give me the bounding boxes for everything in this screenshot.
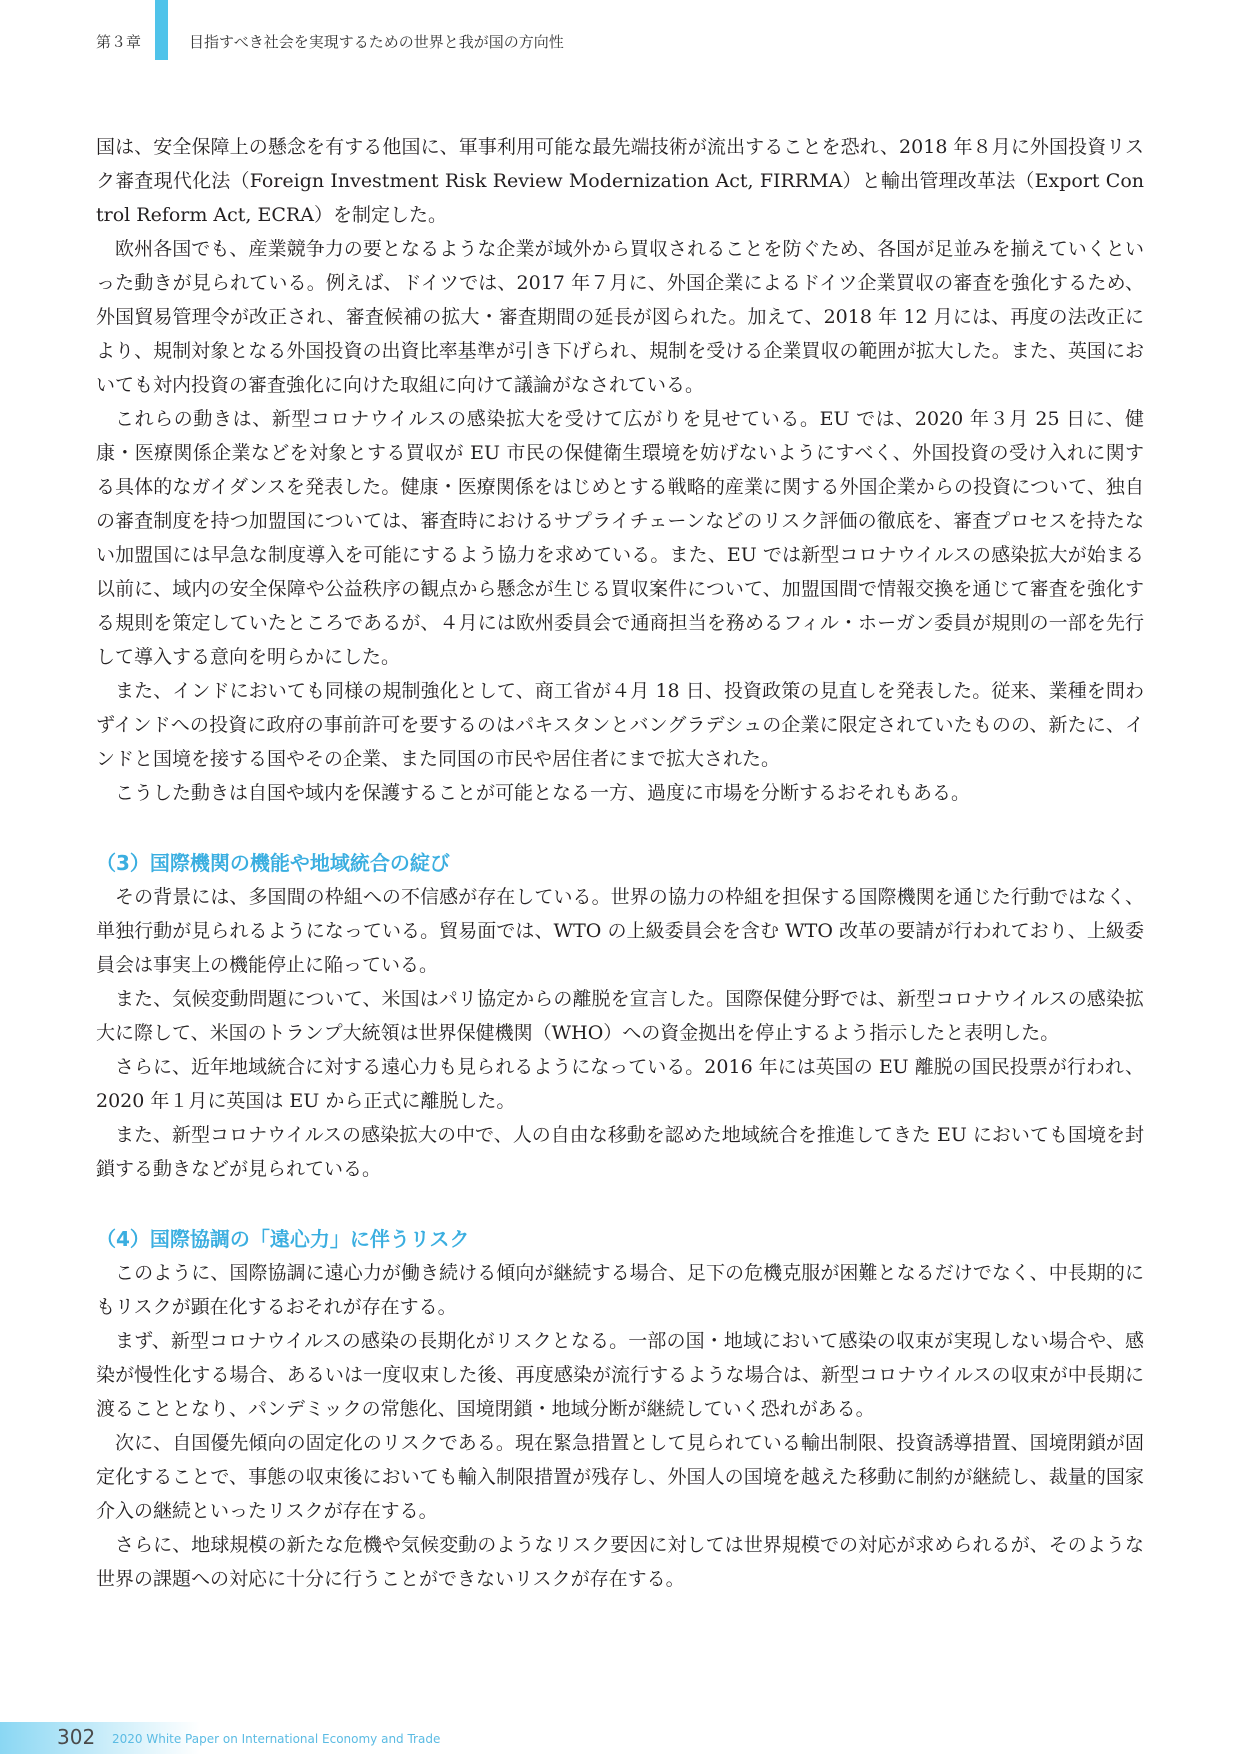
chapter-title: 目指すべき社会を実現するための世界と我が国の方向性 — [189, 33, 564, 51]
chapter-accent-bar — [155, 0, 168, 60]
paragraph: その背景には、多国間の枠組への不信感が存在している。世界の協力の枠組を担保する国際機関を通じた行動ではなく、単独行動が見られるようになっている。貿易面では、WTO の上級委員会を含む WTO 改革の要請が行われており、上級委員会は事実上の機能停止に陥っている。 — [96, 886, 1144, 976]
paragraph: こうした動きは自国や域内を保護することが可能となる一方、過度に市場を分断するおそれもある。 — [115, 782, 971, 804]
paragraph: また、新型コロナウイルスの感染拡大の中で、人の自由な移動を認めた地域統合を推進してきた EU においても国境を封鎖する動きなどが見られている。 — [96, 1124, 1144, 1180]
paragraph: これらの動きは、新型コロナウイルスの感染拡大を受けて広がりを見せている。EU では、2020 年３月 25 日に、健康・医療関係企業などを対象とする買収が EU 市民の保健衛生環境を妨げないようにすべく、外国投資の受け入れに関する具体的なガイダンスを発表した。健康・医療関係をはじめとする戦略的産業に関する外国企業からの投資について、独自の審査制度を持つ加盟国については、審査時におけるサプライチェーンなどのリスク評価の徹底を、審査プロセスを持たない加盟国には早急な制度導入を可能にするよう協力を求めている。また、EU では新型コロナウイルスの感染拡大が始まる以前に、域内の安全保障や公益秩序の観点から懸念が生じる買収案件について、加盟国間で情報交換を通じて審査を強化する規則を策定していたところであるが、４月には欧州委員会で通商担当を務めるフィル・ホーガン委員が規則の一部を先行して導入する意向を明らかにした。 — [96, 408, 1144, 668]
page-number: 302 — [57, 1725, 96, 1749]
paragraph: 欧州各国でも、産業競争力の要となるような企業が域外から買収されることを防ぐため、各国が足並みを揃えていくといった動きが見られている。例えば、ドイツでは、2017 年７月に、外国企業によるドイツ企業買収の審査を強化するため、外国貿易管理令が改正され、審査候補の拡大・審査期間の延長が図られた。加えて、2018 年 12 月には、再度の法改正により、規制対象となる外国投資の出資比率基準が引き下げられ、規制を受ける企業買収の範囲が拡大した。また、英国においても対内投資の審査強化に向けた取組に向けて議論がなされている。 — [96, 238, 1144, 396]
page-content — [96, 130, 1144, 1596]
paragraph: さらに、近年地域統合に対する遠心力も見られるようになっている。2016 年には英国の EU 離脱の国民投票が行われ、2020 年１月に英国は EU から正式に離脱した。 — [96, 1056, 1144, 1112]
paragraph: 国は、安全保障上の懸念を有する他国に、軍事利用可能な最先端技術が流出することを恐れ、2018 年８月に外国投資リスク審査現代化法（Foreign Investment Risk Review Modernization Act, FIRRMA）と輸出管理改革法（Export Control Reform Act, ECRA）を制定した。 — [96, 136, 1144, 226]
paragraph: このように、国際協調に遠心力が働き続ける傾向が継続する場合、足下の危機克服が困難となるだけでなく、中長期的にもリスクが顕在化するおそれが存在する。 — [96, 1262, 1144, 1318]
paragraph: 次に、自国優先傾向の固定化のリスクである。現在緊急措置として見られている輸出制限、投資誘導措置、国境閉鎖が固定化することで、事態の収束後においても輸入制限措置が残存し、外国人の国境を越えた移動に制約が継続し、裁量的国家介入の継続といったリスクが存在する。 — [96, 1432, 1144, 1522]
paragraph: また、気候変動問題について、米国はパリ協定からの離脱を宣言した。国際保健分野では、新型コロナウイルスの感染拡大に際して、米国のトランプ大統領は世界保健機関（WHO）への資金拠出を停止するよう指示したと表明した。 — [96, 988, 1144, 1044]
paragraph: また、インドにおいても同様の規制強化として、商工省が４月 18 日、投資政策の見直しを発表した。従来、業種を問わずインドへの投資に政府の事前許可を要するのはパキスタンとバングラデシュの企業に限定されていたものの、新たに、インドと国境を接する国やその企業、また同国の市民や居住者にまで拡大された。 — [96, 680, 1144, 770]
publication-title: 2020 White Paper on International Economy and Trade — [112, 1732, 441, 1746]
paragraph: まず、新型コロナウイルスの感染の長期化がリスクとなる。一部の国・地域において感染の収束が実現しない場合や、感染が慢性化する場合、あるいは一度収束した後、再度感染が流行するような場合は、新型コロナウイルスの収束が中長期に渡ることとなり、パンデミックの常態化、国境閉鎖・地域分断が継続していく恐れがある。 — [96, 1330, 1144, 1420]
chapter-label: 第３章 — [96, 33, 142, 51]
paragraph: さらに、地球規模の新たな危機や気候変動のようなリスク要因に対しては世界規模での対応が求められるが、そのような世界の課題への対応に十分に行うことができないリスクが存在する。 — [96, 1534, 1144, 1590]
section-heading: （3）国際機関の機能や地域統合の綻び — [96, 851, 450, 875]
section-heading: （4）国際協調の「遠心力」に伴うリスク — [96, 1227, 470, 1251]
